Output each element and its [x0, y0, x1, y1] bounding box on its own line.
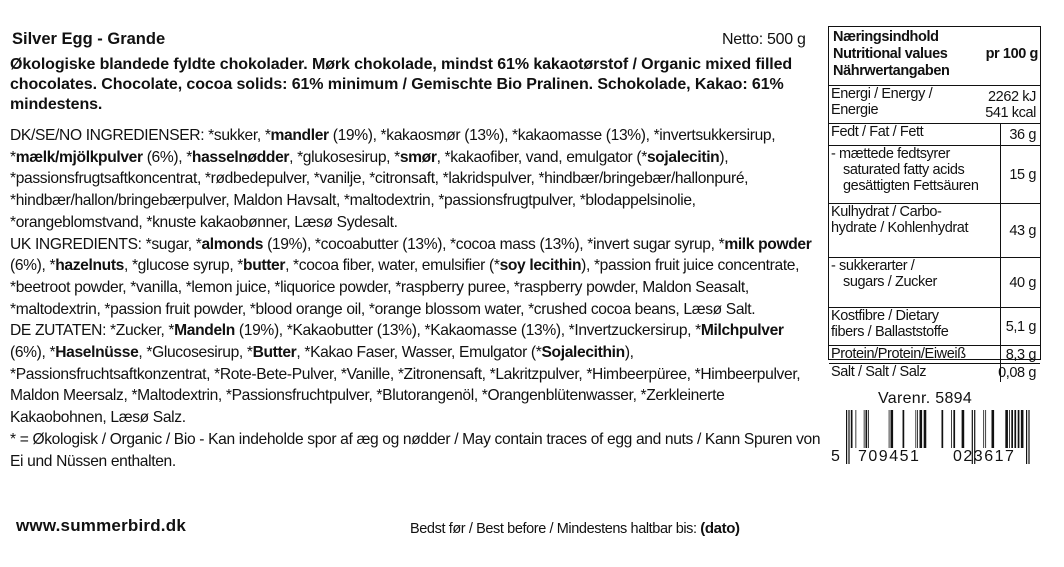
allergen-text: Milchpulver: [700, 322, 784, 340]
allergen-text: Haselnüsse: [55, 344, 139, 362]
nutrition-row: [829, 363, 1040, 382]
nutrition-value-line: 541 kcal: [985, 105, 1036, 121]
nutrition-value-line: 0,08 g: [998, 365, 1036, 381]
barcode-bar: [917, 410, 918, 448]
nutrition-name-line: gesättigten Fettsäuren: [843, 178, 979, 194]
nutrition-value-line: 43 g: [1009, 223, 1036, 239]
nutrition-value: [1006, 347, 1036, 363]
product-title: Silver Egg - Grande: [12, 30, 166, 48]
best-before-label: Bedst før / Best before / Mindestens haltbar bis:: [410, 521, 697, 537]
barcode-bar: [889, 410, 890, 448]
barcode-group-right: 023617: [953, 448, 1016, 465]
barcode-bar: [941, 410, 943, 448]
allergen-text: mandler: [270, 127, 329, 144]
nutrition-value: [998, 365, 1036, 381]
allergen-text: hasselnødder: [191, 148, 290, 166]
nutrition-name-line: Fedt / Fat / Fett: [831, 124, 924, 140]
nutrition-per: pr 100 g: [985, 46, 1038, 62]
item-number: Varenr. 5894: [878, 390, 973, 407]
nutrition-name: [831, 346, 1001, 364]
nutrition-title-de: Nährwertangaben: [833, 63, 950, 79]
allergen-text: hazelnuts: [55, 257, 124, 275]
allergen-note: * = Økologisk / Organic / Bio - Kan indeholde spor af æg og nødder / May contain traces of egg and nuts / Kann Spuren von Ei und Nüssen enthalten.: [10, 430, 821, 470]
barcode-bar: [1014, 410, 1016, 448]
website-url[interactable]: www.summerbird.dk: [16, 516, 186, 535]
barcode-group-left: 709451: [858, 448, 921, 465]
nutrition-row: [829, 345, 1040, 364]
nutrition-row: [829, 203, 1040, 258]
nutrition-name-line: saturated fatty acids: [843, 162, 965, 178]
barcode-bar: [1021, 410, 1024, 448]
nutrition-table: [828, 26, 1041, 381]
nutrition-value-line: 36 g: [1009, 127, 1036, 143]
barcode-bar: [864, 410, 865, 448]
ingredients-block: [10, 125, 822, 472]
barcode-bar: [983, 410, 984, 448]
nutrition-value: [1006, 319, 1036, 335]
net-weight: Netto: 500 g: [722, 31, 806, 48]
allergen-text: Mandeln: [174, 322, 235, 340]
nutrition-name: [831, 86, 949, 124]
allergen-text: milk powder: [724, 235, 812, 253]
best-before-date: (dato): [700, 520, 740, 537]
barcode-bar: [1009, 410, 1010, 448]
barcode-bar: [846, 410, 847, 464]
nutrition-row: [829, 257, 1040, 308]
barcode-bar: [920, 410, 923, 448]
barcode-bar: [1018, 410, 1020, 448]
nutrition-value-line: 15 g: [1009, 167, 1036, 183]
barcode-bar: [855, 410, 856, 448]
barcode-bar: [1011, 410, 1013, 448]
allergen-text: butter: [243, 257, 286, 275]
nutrition-value-line: 5,1 g: [1005, 319, 1036, 335]
nutrition-name-line: Kostfibre / Dietary: [831, 308, 939, 324]
allergen-text: sojalecitin: [646, 148, 720, 166]
barcode-bar: [1028, 410, 1029, 464]
allergen-text: soy lecithin: [499, 257, 582, 275]
ingredients-de: DE ZUTATEN: *Zucker, *Mandeln (19%), *Kakaobutter (13%), *Kakaomasse (13%), *Invertzuckersirup, *Milchpulver (6%), *Haselnüsse, *Glucosesirup, *Butter, *Kakao Faser, Wasser, Emulgator (*Sojalecithin), *Passionsfruchtsaftkonzentrat, *Rote-Bete-Pulver, *Vanille, *Zitronensaft, *Lakritzpulver, *Himbeerpüree, *Himbeerpulver, Maldon Meersalz, *Maltodextrin, *Passionsfruchtpulver, *Blutorangenöl, *Orangenblütenwasser, *Zerkleinerte Kakaobohnen, Læsø Salz.: [10, 322, 801, 427]
nutrition-value-line: 40 g: [1009, 275, 1036, 291]
barcode-bar: [992, 410, 995, 448]
barcode-bar: [962, 410, 965, 448]
nutrition-row: [829, 307, 1040, 346]
barcode-bar: [985, 410, 986, 448]
nutrition-row: [829, 145, 1040, 204]
barcode-bar: [848, 410, 849, 464]
barcode-bar: [868, 410, 869, 448]
nutrition-name: [831, 308, 1001, 346]
nutrition-name: [831, 146, 1001, 204]
barcode-bar: [951, 410, 952, 448]
allergen-text: Sojalecithin: [541, 344, 625, 362]
product-description: Økologiske blandede fyldte chokolader. Mørk chokolade, mindst 61% kakaotørstof / Organic mixed filled chocolates. Chocolate, cocoa solids: 61% minimum / Gemischte Bio Pralinen. Schokolade, Kakao: 61% mindestens.: [10, 56, 793, 113]
nutrition-name-line: - mættede fedtsyrer: [831, 146, 950, 162]
allergen-text: smør: [399, 148, 437, 166]
barcode-digit-first: 5: [831, 448, 842, 465]
nutrition-name: [831, 204, 1001, 258]
barcode-bar: [924, 410, 927, 448]
barcode-bar: [1005, 410, 1008, 448]
nutrition-value: [985, 89, 1036, 121]
nutrition-title-dk: Næringsindhold: [833, 29, 939, 45]
barcode-bar: [1026, 410, 1027, 464]
nutrition-name-line: Kulhydrat / Carbo-: [831, 204, 942, 220]
nutrition-name-line: Salt / Salt / Salz: [831, 364, 927, 380]
ingredients-dk: DK/SE/NO INGREDIENSER: *sukker, *mandler (19%), *kakaosmør (13%), *kakaomasse (13%), *invertsukkersirup, *mælk/mjölkpulver (6%), *hasselnødder, *glukosesirup, *smør, *kakaofiber, vand, emulgator (*sojalecitin), *passionsfrugtsaftkoncentrat, *rødbedepulver, *vanilje, *citronsaft, *lakridspulver, *hindbær/bringebær/hallonpuré, *hindbær/hallon/bringebærpulver, Maldon Havsalt, *maltodextrin, *passionsfrugtpulver, *blodappelsinolie, *orangeblomstvand, *knuste kakaobønner, Læsø Sydesalt.: [10, 127, 776, 231]
nutrition-value: [1009, 167, 1036, 183]
barcode-bar: [953, 410, 955, 448]
nutrition-header: [833, 29, 1038, 80]
allergen-text: mælk/mjölkpulver: [15, 148, 143, 166]
nutrition-title-en: Nutritional values: [833, 46, 948, 62]
allergen-text: Butter: [252, 344, 297, 362]
allergen-text: almonds: [201, 235, 264, 253]
nutrition-value-line: 2262 kJ: [988, 89, 1036, 105]
nutrition-row: [829, 123, 1040, 146]
best-before: [410, 520, 740, 537]
barcode-bar: [865, 410, 867, 448]
nutrition-name-line: sugars / Zucker: [843, 274, 937, 290]
barcode-bar: [891, 410, 894, 448]
barcode-bar: [851, 410, 853, 448]
nutrition-name: [831, 364, 1001, 382]
nutrition-name-line: hydrate / Kohlenhydrat: [831, 220, 969, 236]
nutrition-value: [1009, 275, 1036, 291]
nutrition-name-line: fibers / Ballaststoffe: [831, 324, 949, 340]
ingredients-uk: UK INGREDIENTS: *sugar, *almonds (19%), *cocoabutter (13%), *cocoa mass (13%), *invert sugar syrup, *milk powder (6%), *hazelnuts, *glucose syrup, *butter, *cocoa fiber, water, emulsifier (*soy lecithin), *passion fruit juice concentrate, *beetroot powder, *vanilla, *lemon juice, *liquorice powder, *raspberry puree, *raspberry powder, Maldon Seasalt, *maltodextrin, *passion fruit powder, *blood orange oil, *orange blossom water, *crushed cocoa beans, Læsø Salt.: [10, 235, 812, 318]
nutrition-value-line: 8,3 g: [1005, 347, 1036, 363]
barcode-bar: [915, 410, 916, 448]
nutrition-value: [1009, 127, 1036, 143]
nutrition-name-line: - sukkerarter /: [831, 258, 915, 274]
nutrition-name-line: Energie: [831, 102, 879, 118]
nutrition-name-line: Energi / Energy /: [831, 86, 933, 102]
nutrition-name: [831, 258, 1001, 308]
nutrition-row: [829, 85, 1040, 124]
barcode-bar: [903, 410, 905, 448]
nutrition-name: [831, 124, 1001, 146]
nutrition-name-line: Protein/Protein/Eiweiß: [831, 346, 966, 362]
nutrition-value: [1009, 223, 1036, 239]
